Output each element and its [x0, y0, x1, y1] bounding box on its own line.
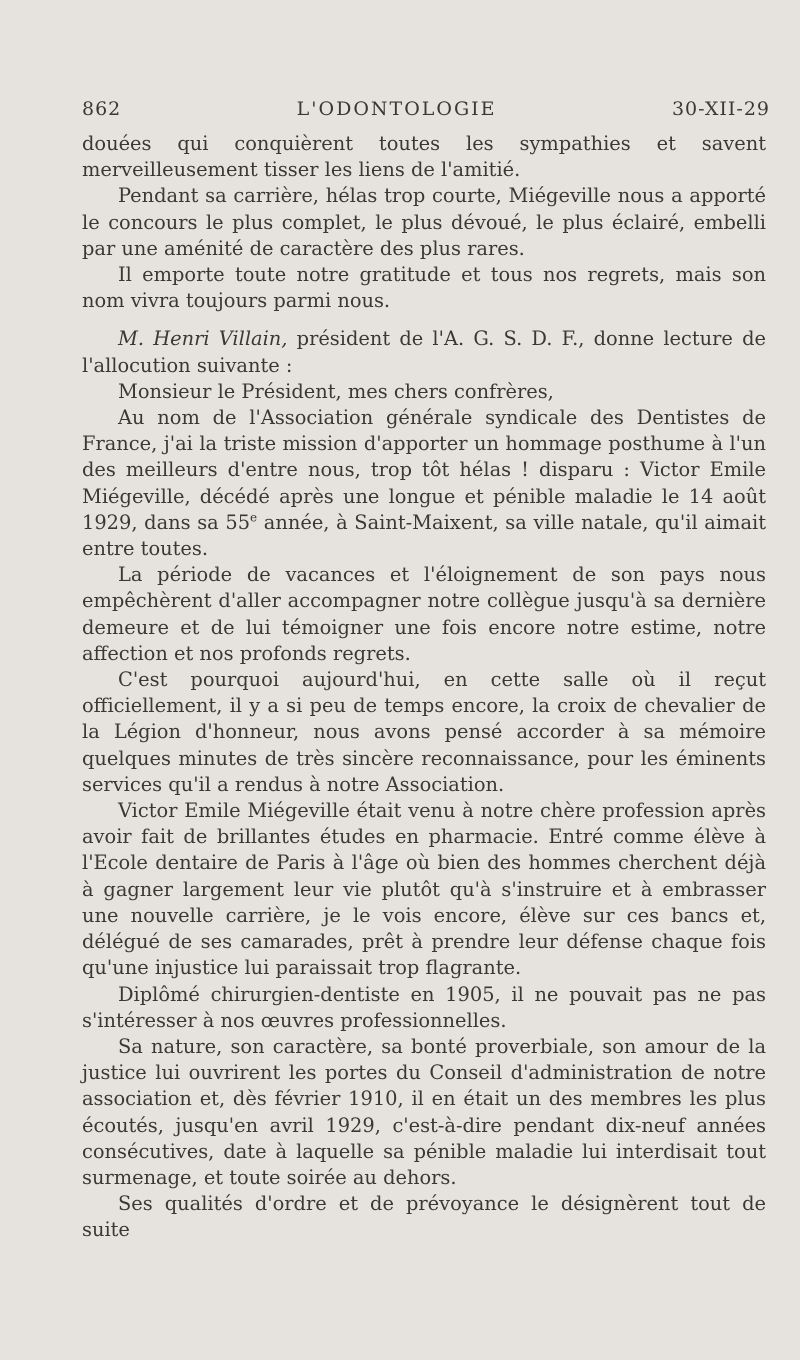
body-text	[82, 131, 766, 1244]
issue-date: 30-XII-29	[671, 98, 770, 120]
paragraph: Pendant sa carrière, hélas trop courte, Miégeville nous a apporté le concours le plus complet, le plus dévoué, le plus éclairé, embelli par une aménité de caractère des plus rares.	[82, 184, 766, 260]
paragraph: Sa nature, son caractère, sa bonté proverbiale, son amour de la justice lui ouvrirent les portes du Conseil d'administration de notre association et, dès février 1910, il en était un des membres les plus écoutés, jusqu'en avril 1929, c'est-à-dire pendant dix-neuf années consécutives, date à laquelle sa pénible maladie lui interdisait tout surmenage, et toute soirée au dehors.	[82, 1034, 766, 1189]
paragraph: Ses qualités d'ordre et de prévoyance le désignèrent tout de suite	[82, 1192, 766, 1242]
running-header	[82, 98, 770, 128]
journal-title: L'ODONTOLOGIE	[296, 98, 497, 120]
paragraph: La période de vacances et l'éloignement de son pays nous empêchèrent d'aller accompagner notre collègue jusqu'à sa dernière demeure et de lui témoigner une fois encore notre estime, notre affection et nos profonds regrets.	[82, 563, 766, 665]
paragraph: Au nom de l'Association générale syndicale des Dentistes de France, j'ai la triste mission d'apporter un hommage posthume à l'un des meilleurs d'entre nous, trop tôt hélas ! disparu : Victor Emile Miégeville, décédé après une longue et pénible maladie le 14 août 1929, dans sa 55e année, à Saint-Maixent, sa ville natale, qu'il aimait entre toutes.	[82, 406, 766, 561]
paragraph: Diplômé chirurgien-dentiste en 1905, il ne pouvait pas ne pas s'intéresser à nos œuvres professionnelles.	[82, 982, 766, 1032]
speaker-name: M. Henri Villain,	[118, 327, 288, 351]
introduction-text: président de l'A. G. S. D. F., donne lecture de l'allocution suivante :	[82, 327, 766, 377]
paragraph-introduction	[82, 326, 766, 378]
salutation: Monsieur le Président, mes chers confrères,	[118, 379, 554, 403]
page-number: 862	[82, 98, 122, 120]
paragraph: Victor Emile Miégeville était venu à notre chère profession après avoir fait de brillantes études en pharmacie. Entré comme élève à l'Ecole dentaire de Paris à l'âge où bien des hommes cherchent déjà à gagner largement leur vie plutôt qu'à s'instruire et à embrasser une nouvelle carrière, je le vois encore, élève sur ces bancs et, délégué de ses camarades, prêt à prendre leur défense chaque fois qu'une injustice lui paraissait trop flagrante.	[82, 799, 766, 980]
paragraph: C'est pourquoi aujourd'hui, en cette salle où il reçut officiellement, il y a si peu de temps encore, la croix de chevalier de la Légion d'honneur, nous avons pensé accorder à sa mémoire quelques minutes de très sincère reconnaissance, pour les éminents services qu'il a rendus à notre Association.	[82, 668, 766, 796]
paragraph: Il emporte toute notre gratitude et tous nos regrets, mais son nom vivra toujours parmi nous.	[82, 263, 766, 313]
paragraph-continued: douées qui conquièrent toutes les sympathies et savent merveilleusement tisser les liens de l'amitié.	[82, 132, 766, 182]
